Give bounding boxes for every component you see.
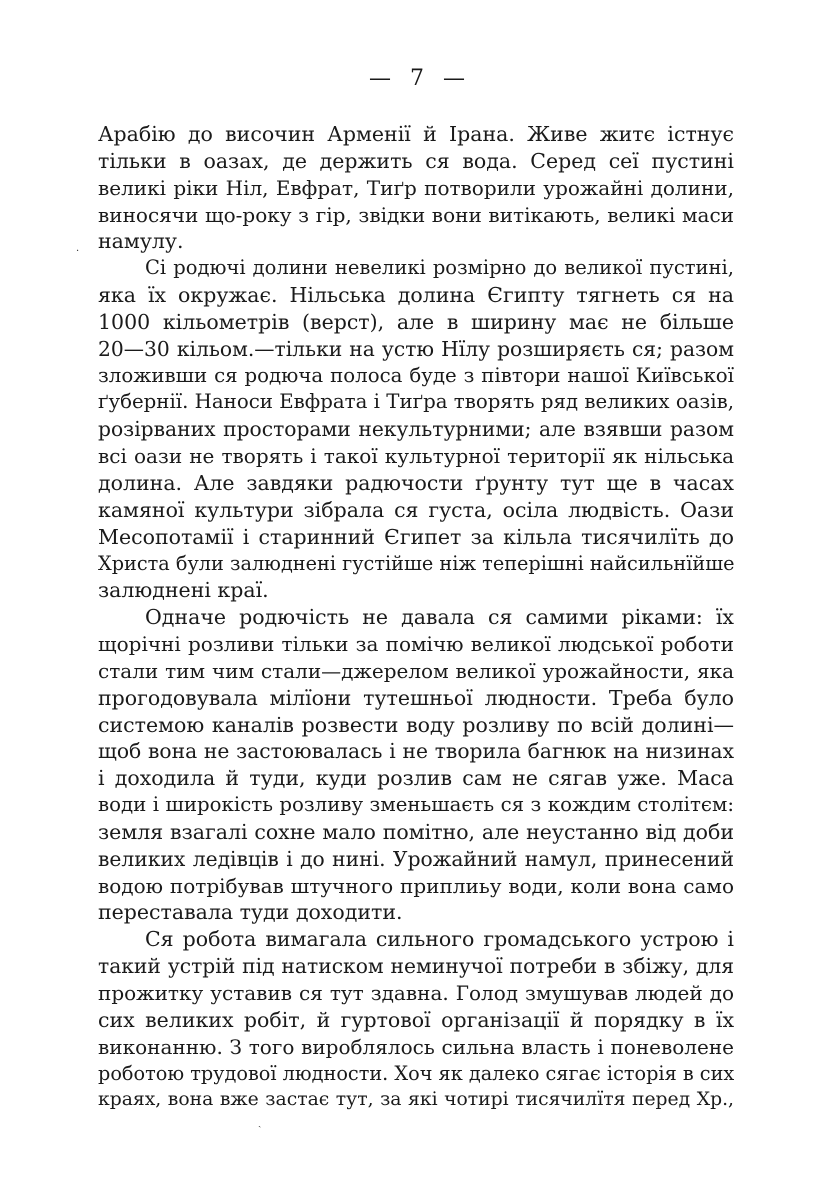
text-line: залюднені краї. bbox=[98, 578, 269, 603]
text-line: 1000 кільометрів (верст), але в ширину має не більше bbox=[98, 309, 734, 334]
text-line: краях, вона вже застає тут, за які чотирі тисячилїтя перед Хр., bbox=[98, 1089, 734, 1111]
text-line: системою каналів розвести воду розливу по всій долині— bbox=[98, 712, 734, 737]
paragraph-1 bbox=[98, 121, 734, 255]
text-line: намулу. bbox=[98, 229, 184, 254]
text-line: 20—30 кільом.—тільки на устю Нїлу розширяєть ся; разом bbox=[98, 336, 734, 361]
text-line: виносячи що-року з гір, звідки вони витікають, великі маси bbox=[98, 202, 734, 227]
text-line: великих ледівців і до нині. Урожайний намул, принесений bbox=[98, 846, 734, 871]
text-line: і доходила й туди, куди розлив сам не сягав уже. Маса bbox=[98, 766, 734, 791]
paragraph-2 bbox=[98, 255, 734, 604]
text-line: виконанню. З того вироблялось сильна власть і поневолене bbox=[98, 1034, 734, 1059]
text-line: води і широкість розливу зменьшаєть ся з кождим столітєм: bbox=[98, 793, 734, 817]
paragraph-3 bbox=[98, 604, 734, 926]
text-line: стали тим чим стали—джерелом великої урожайности, яка bbox=[98, 658, 734, 683]
text-line: Месопотамії і старинний Єгипет за кільла тисячилїть до bbox=[98, 524, 734, 549]
scan-speck: · bbox=[76, 246, 80, 257]
paragraph-4 bbox=[98, 926, 734, 1114]
scan-speck: ˎ bbox=[258, 1117, 262, 1128]
text-line: яка їх окружає. Нільська долина Єгипту тягнеть ся на bbox=[98, 283, 734, 308]
text-line: прогодовувала мілїони тутешньої людности. Треба було bbox=[98, 685, 734, 710]
text-line: прожитку уставив ся тут здавна. Голод змушував людей до bbox=[98, 981, 734, 1005]
text-line: Арабію до височин Арменії й Ірана. Живе житє істнує bbox=[98, 122, 734, 146]
text-line: щоб вона не застоювалась і не творила багнюк на низинах bbox=[98, 739, 734, 764]
body-text bbox=[98, 121, 734, 1114]
text-line: камяної культури зібрала ся густа, осіла людвість. Оази bbox=[98, 497, 734, 522]
text-line: роботою трудової людности. Хоч як далеко сягає історія в сих bbox=[98, 1061, 734, 1085]
text-line: сих великих робіт, й гуртової організації й порядку в їх bbox=[98, 1007, 734, 1032]
text-line: щорічні розливи тільки за помічю великої людської роботи bbox=[98, 632, 734, 657]
text-line: водою потрібував штучного приплиьу води, коли вона само bbox=[98, 873, 734, 898]
text-line: Одначе родючість не давала ся самими ріками: їх bbox=[145, 605, 734, 630]
text-line: Ся робота вимагала сильного громадського устрою і bbox=[145, 927, 734, 952]
text-line: переставала туди доходити. bbox=[98, 900, 403, 925]
text-line: всі оази не творять і такої культурної території як нільська bbox=[98, 444, 734, 469]
text-line: великі ріки Ніл, Евфрат, Тиґр потворили урожайні долини, bbox=[98, 175, 734, 200]
text-line: земля взагалі сохне мало помітно, але неустанно від доби bbox=[98, 819, 734, 844]
text-line: розірваних просторами некультурними; але взявши разом bbox=[98, 417, 734, 442]
text-line: зложивши ся родюча полоса буде з півтори нашої Київської bbox=[98, 363, 734, 387]
text-line: долина. Але завдяки радючости ґрунту тут ще в часах bbox=[98, 470, 734, 495]
text-line: Христа були залюднені густійше ніж теперішні найсильнїйше bbox=[98, 551, 734, 575]
text-line: ґубернії. Наноси Евфрата і Тиґра творять ряд великих оазів, bbox=[98, 390, 734, 414]
text-line: такий устрій під натиском неминучої потреби в збіжу, для bbox=[98, 954, 734, 979]
text-line: тільки в оазах, де держить ся вода. Серед сеї пустині bbox=[98, 148, 734, 173]
text-line: Сі родючі долини невеликі розмірно до великої пустині, bbox=[145, 256, 734, 280]
page-number: — 7 — bbox=[369, 66, 471, 91]
